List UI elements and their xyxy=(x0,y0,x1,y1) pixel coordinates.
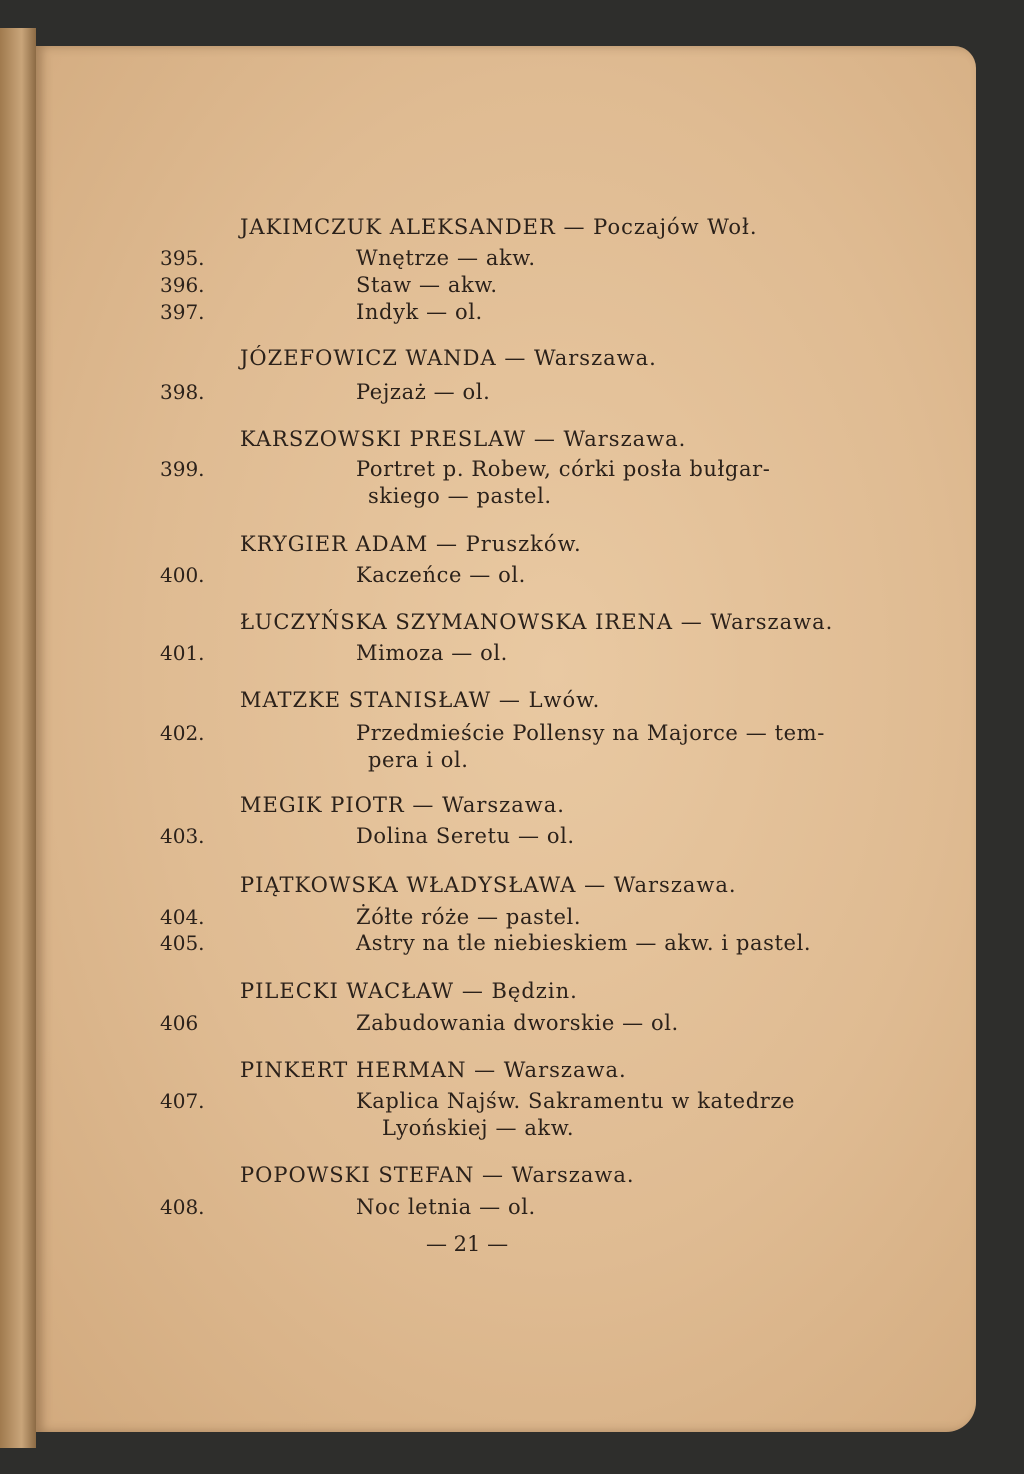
author-heading: MEGIK PIOTR — Warszawa. xyxy=(240,793,565,817)
author-heading: PILECKI WACŁAW — Będzin. xyxy=(240,979,578,1003)
author-heading: JAKIMCZUK ALEKSANDER — Poczajów Woł. xyxy=(240,215,758,239)
author-heading: POPOWSKI STEFAN — Warszawa. xyxy=(240,1163,635,1187)
facing-page-edge xyxy=(0,28,36,1448)
catalog-number: 401. xyxy=(160,641,205,665)
author-heading: ŁUCZYŃSKA SZYMANOWSKA IRENA — Warszawa. xyxy=(240,610,834,634)
catalog-number: 408. xyxy=(160,1195,205,1219)
catalog-number: 403. xyxy=(160,824,205,848)
catalog-number: 397. xyxy=(160,300,205,324)
artwork-title-continued: pera i ol. xyxy=(368,748,469,772)
author-heading: KARSZOWSKI PRESLAW — Warszawa. xyxy=(240,427,687,451)
artwork-title-continued: skiego — pastel. xyxy=(368,484,552,508)
catalog-number: 399. xyxy=(160,457,205,481)
artwork-title: Pejzaż — ol. xyxy=(356,380,491,404)
artwork-title: Staw — akw. xyxy=(356,273,498,297)
artwork-title-continued: Lyońskiej — akw. xyxy=(382,1116,575,1140)
artwork-title: Portret p. Robew, córki posła bułgar- xyxy=(356,457,771,481)
artwork-title: Przedmieście Pollensy na Majorce — tem- xyxy=(356,721,825,745)
author-heading: MATZKE STANISŁAW — Lwów. xyxy=(240,688,601,712)
author-heading: PIĄTKOWSKA WŁADYSŁAWA — Warszawa. xyxy=(240,873,737,897)
catalog-number: 404. xyxy=(160,905,205,929)
catalog-number: 407. xyxy=(160,1089,205,1113)
author-heading: KRYGIER ADAM — Pruszków. xyxy=(240,532,582,556)
page-number: — 21 — xyxy=(426,1232,509,1256)
author-heading: JÓZEFOWICZ WANDA — Warszawa. xyxy=(240,346,657,370)
author-heading: PINKERT HERMAN — Warszawa. xyxy=(240,1058,627,1082)
catalog-number: 395. xyxy=(160,246,205,270)
catalog-page xyxy=(36,46,976,1432)
artwork-title: Indyk — ol. xyxy=(356,300,483,324)
artwork-title: Dolina Seretu — ol. xyxy=(356,824,575,848)
artwork-title: Zabudowania dworskie — ol. xyxy=(356,1011,679,1035)
artwork-title: Mimoza — ol. xyxy=(356,641,508,665)
catalog-number: 396. xyxy=(160,273,205,297)
artwork-title: Kaplica Najśw. Sakramentu w katedrze xyxy=(356,1089,796,1113)
artwork-title: Noc letnia — ol. xyxy=(356,1195,536,1219)
catalog-number: 398. xyxy=(160,380,205,404)
catalog-number: 402. xyxy=(160,721,205,745)
artwork-title: Żółte róże — pastel. xyxy=(356,905,582,929)
artwork-title: Kaczeńce — ol. xyxy=(356,563,526,587)
artwork-title: Astry na tle niebieskiem — akw. i pastel. xyxy=(356,931,812,955)
catalog-number: 406 xyxy=(160,1011,199,1035)
catalog-number: 400. xyxy=(160,563,205,587)
catalog-number: 405. xyxy=(160,931,205,955)
artwork-title: Wnętrze — akw. xyxy=(356,246,536,270)
